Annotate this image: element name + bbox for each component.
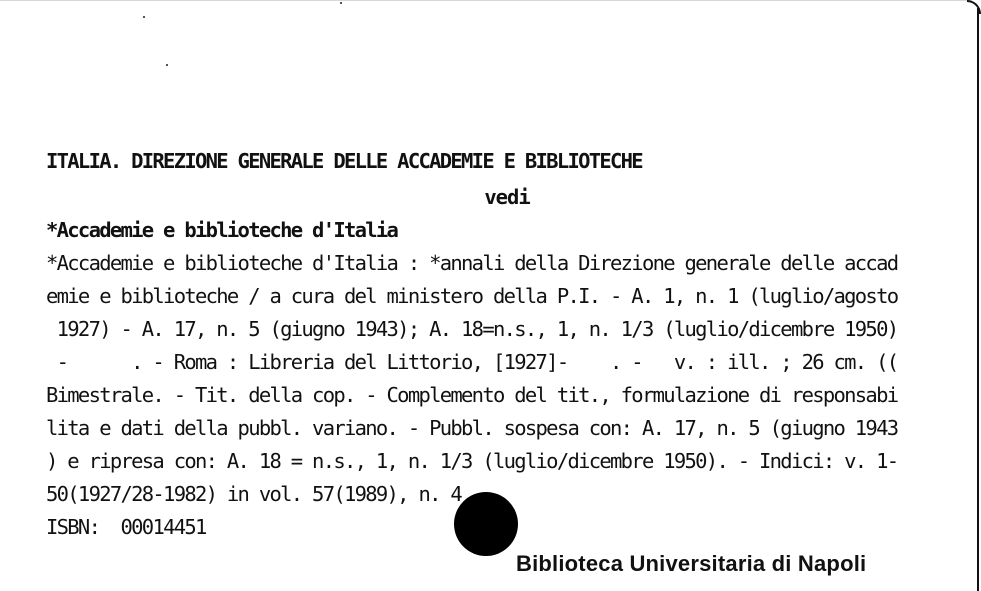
- paper-speck: [166, 64, 168, 66]
- record-line: Bimestrale. - Tit. della cop. - Complemento del tit., formulazione di responsabi: [46, 383, 898, 407]
- isbn-label: ISBN:: [46, 515, 100, 539]
- record-line: - . - Roma : Libreria del Littorio, [1927]- . - v. : ill. ; 26 cm. ((: [46, 350, 898, 374]
- see-also-label: vedi: [484, 185, 530, 209]
- record-line: 1927) - A. 17, n. 5 (giugno 1943); A. 18=n.s., 1, n. 1/3 (luglio/dicembre 1950): [46, 317, 898, 341]
- card-right-edge: [977, 8, 979, 591]
- card-top-edge: [0, 0, 972, 1]
- isbn-value: 00014451: [120, 515, 206, 539]
- record-line: ) e ripresa con: A. 18 = n.s., 1, n. 1/3 (luglio/dicembre 1950). - Indici: v. 1-: [46, 449, 898, 473]
- punch-hole: [454, 492, 518, 556]
- paper-speck: [143, 16, 145, 18]
- record-line: emie e biblioteche / a cura del ministero della P.I. - A. 1, n. 1 (luglio/agosto: [46, 284, 898, 308]
- isbn-row: [46, 515, 206, 539]
- card-rounded-corner: [967, 0, 981, 14]
- record-line: *Accademie e biblioteche d'Italia : *annali della Direzione generale delle accad: [46, 251, 898, 275]
- record-line: lita e dati della pubbl. variano. - Pubbl. sospesa con: A. 17, n. 5 (giugno 1943: [46, 416, 898, 440]
- library-stamp: Biblioteca Universitaria di Napoli: [516, 551, 867, 576]
- card-heading: ITALIA. DIREZIONE GENERALE DELLE ACCADEMIE E BIBLIOTECHE: [46, 149, 642, 173]
- cross-reference: *Accademie e biblioteche d'Italia: [46, 218, 398, 242]
- paper-speck: [340, 2, 342, 4]
- record-line: 50(1927/28-1982) in vol. 57(1989), n. 4: [46, 482, 462, 506]
